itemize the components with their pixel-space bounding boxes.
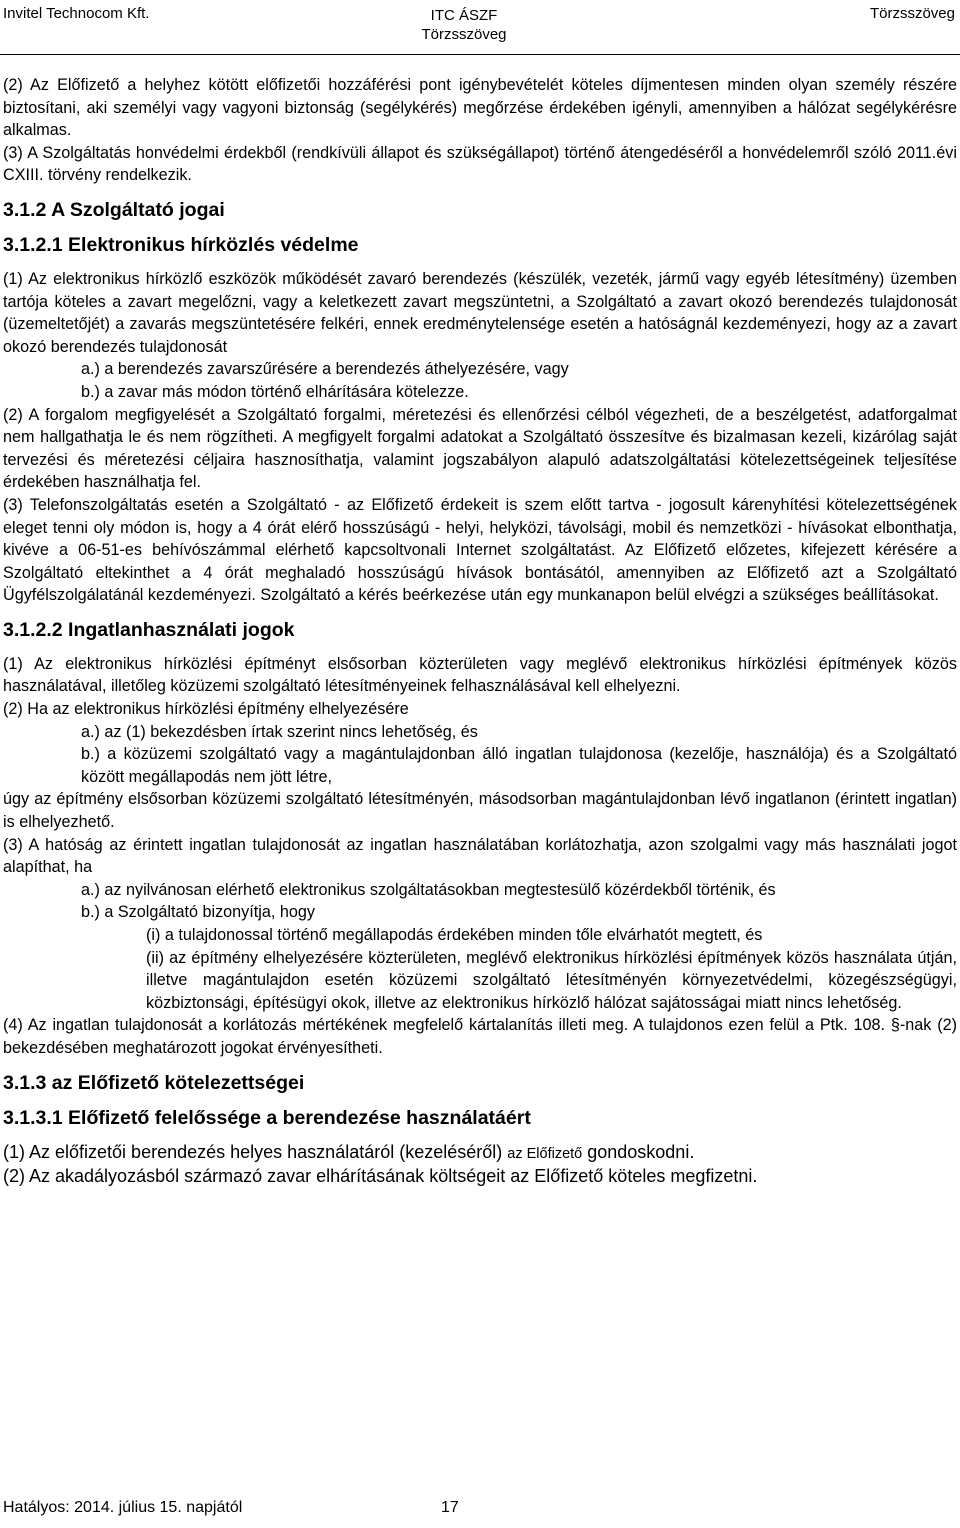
list-item: b.) a közüzemi szolgáltató vagy a magántulajdonban álló ingatlan tulajdonosa (kezelője, használója) és a Szolgáltató között megállapodás nem jött létre,	[81, 745, 957, 786]
paragraph-part: gondoskodni.	[582, 1141, 695, 1162]
paragraph-part: (1) Az előfizetői berendezés helyes használatáról (kezeléséről)	[3, 1141, 508, 1162]
section-heading: 3.1.2 A Szolgáltató jogai	[3, 198, 225, 221]
section-heading: 3.1.3 az Előfizető kötelezettségei	[3, 1071, 305, 1094]
footer-effective-date: Hatályos: 2014. július 15. napjától	[3, 1499, 243, 1516]
paragraph: (1) Az elektronikus hírközlési építményt elsősorban közterületen vagy meglévő elektronikus hírközlési építmények közös használatával, illetőleg közüzemi szolgáltató létesítményeinek felhasználásával kell elhelyezni.	[3, 654, 957, 696]
paragraph: (2) A forgalom megfigyelését a Szolgáltató forgalmi, méretezési és ellenőrzési célból végezheti, de a beszélgetést, adatforgalmat nem hallgathatja le és nem rögzítheti. A megfigyelt forgalmi adatokat a Szolgáltató összesítve és bizalmasan kezeli, kizárólag saját tervezési és méretezési céljaira hasznosíthatja, valamint jogszabályon alapuló adatszolgáltatási kötelezettségeinek teljesítése érdekében használhatja fel.	[3, 405, 957, 492]
paragraph: úgy az építmény elsősorban közüzemi szolgáltató létesítményén, másodsorban magántulajdonban lévő ingatlanon (érintett ingatlan) is elhelyezhető.	[3, 790, 957, 832]
paragraph: (4) Az ingatlan tulajdonosát a korlátozás mértékének megfelelő kártalanítás illeti meg. A tulajdonos ezen felül a Ptk. 108. §-nak (2) bekezdésében meghatározott jogokat érvényesítheti.	[3, 1016, 957, 1057]
list-item: b.) a Szolgáltató bizonyítja, hogy	[81, 903, 315, 922]
header-doc-title	[414, 6, 514, 44]
section-heading: 3.1.2.1 Elektronikus hírközlés védelme	[3, 233, 359, 256]
list-item: a.) az (1) bekezdésben írtak szerint nincs lehetőség, és	[81, 722, 478, 741]
header-doc-title-line2: Törzsszöveg	[421, 26, 507, 43]
paragraph	[3, 1141, 957, 1166]
list-item: a.) az nyilvánosan elérhető elektronikus szolgáltatásokban megtestesülő közérdekből történik, és	[81, 880, 776, 899]
paragraph: (2) Az Előfizető a helyhez kötött előfizetői hozzáférési pont igénybevételét köteles díjmentesen minden olyan személy részére biztosítani, aki személyi vagy vagyoni biztonság (segélykérés) megőrzése érdekében igényli, amennyiben a hálózat segélykérésre alkalmas.	[3, 76, 957, 140]
paragraph-part: az Előfizető	[507, 1145, 583, 1162]
header-company: Invitel Technocom Kft.	[3, 5, 150, 22]
paragraph: (1) Az elektronikus hírközlő eszközök működését zavaró berendezés (készülék, vezeték, jármű vagy egyéb létesítmény) üzemben tartója köteles a zavart megelőzni, vagy a keletkezett zavart megszüntetni, a Szolgáltató a zavart okozó berendezés tulajdonosát (üzemeltetőjét) a zavarás megszüntetésére felkéri, ennek eredménytelensége esetén a hatóságnál kezdeményezi, hogy az a zavart okozó berendezés tulajdonosát	[3, 269, 957, 356]
paragraph: (3) A hatóság az érintett ingatlan tulajdonosát az ingatlan használatában korlátozhatja, azon szolgalmi vagy más használati jogot alapíthat, ha	[3, 835, 957, 877]
header-doc-type: Törzsszöveg	[869, 5, 955, 22]
paragraph: (3) A Szolgáltatás honvédelmi érdekből (rendkívüli állapot és szükségállapot) történő átengedéséről a honvédelemről szóló 2011.évi CXIII. törvény rendelkezik.	[3, 143, 957, 185]
document-body	[3, 74, 957, 1188]
page-number: 17	[441, 1499, 459, 1516]
paragraph: (2) Ha az elektronikus hírközlési építmény elhelyezésére	[3, 700, 409, 719]
paragraph: (3) Telefonszolgáltatás esetén a Szolgáltató - az Előfizető érdekeit is szem előtt tartva - jogosult kárenyhítési kötelezettségének eleget tenni oly módon is, hogy a 4 órát elérő hosszúságú - helyi, helyközi, távolsági, mobil és nemzetközi - hívásokat elbonthatja, kivéve a 06-51-es behívószámmal elérhető kapcsoltvonali Internet szolgáltatást. Az Előfizető előzetes, kifejezett kérésére a Szolgáltató eltekinthet a 4 órát meghaladó hosszúságú hívások bontásától, amennyiben az Előfizető azt a Szolgáltató Ügyfélszolgálatánál kezdeményezi. Szolgáltató a kérés beérkezése után egy munkanapon belül elvégzi a szükséges beállításokat.	[3, 495, 957, 605]
header-divider	[0, 54, 960, 55]
section-heading: 3.1.2.2 Ingatlanhasználati jogok	[3, 618, 295, 641]
header-doc-title-line1: ITC ÁSZF	[430, 7, 498, 24]
list-item: a.) a berendezés zavarszűrésére a berendezés áthelyezésére, vagy	[81, 360, 569, 379]
list-item: (ii) az építmény elhelyezésére közterületen, meglévő elektronikus hírközlési építmények közös használata útján, illetve magántulajdon esetén közüzemi szolgáltató létesítményén környezetvédelmi, közegészségügyi, közbiztonsági, építésügyi okok, illetve az elektronikus hírközlő hálózat sajátosságai miatt nincs lehetőség.	[146, 948, 957, 1012]
page-header	[0, 0, 960, 48]
list-item: (i) a tulajdonossal történő megállapodás érdekében minden tőle elvárhatót megtett, és	[146, 926, 763, 944]
paragraph: (2) Az akadályozásból származó zavar elhárításának költségeit az Előfizető köteles megfizetni.	[3, 1166, 758, 1187]
list-item: b.) a zavar más módon történő elhárítására kötelezze.	[81, 382, 469, 401]
section-heading: 3.1.3.1 Előfizető felelőssége a berendezése használatáért	[3, 1106, 531, 1129]
